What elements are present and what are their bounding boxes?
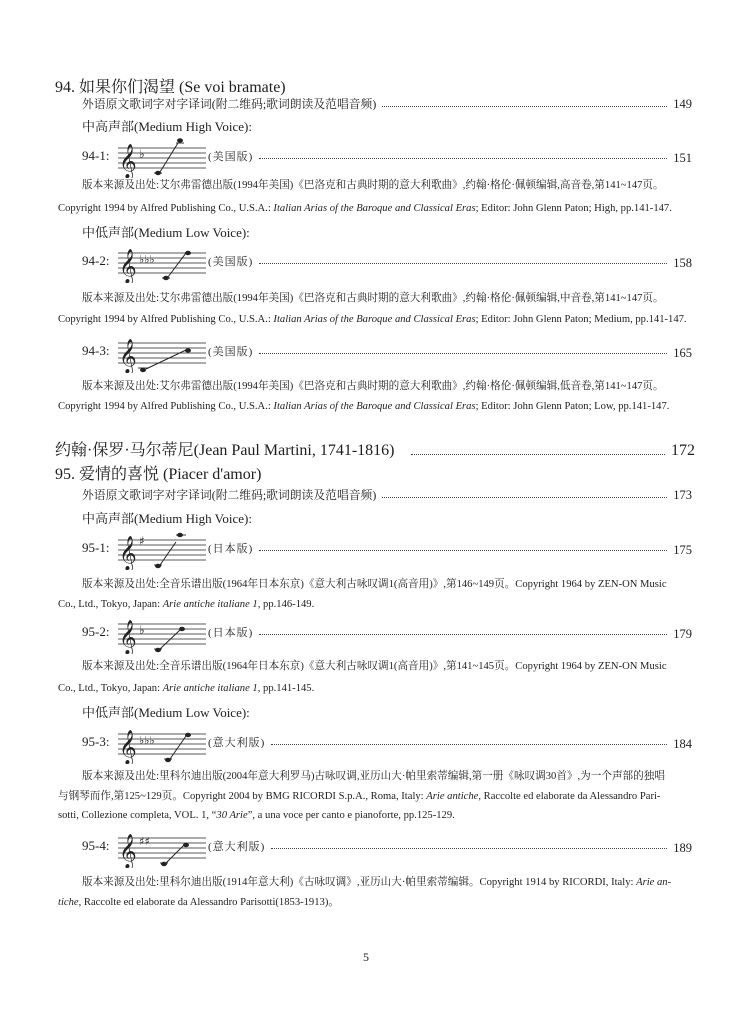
music-staff-icon [118, 243, 208, 283]
key-signature: ♭♭♭ [139, 253, 155, 266]
leader-dots [271, 848, 667, 849]
source-zh: 版本来源及出处:全音乐谱出版(1964年日本东京)《意大利古咏叹调1(高音用)》,第146~149页。Copyright 1964 by ZEN-ON Music [82, 579, 667, 590]
copyright-note-95-3-cont: sotti, Collezione completa, VOL. 1, “30 Arie”, a una voce per canto e pianoforte, pp.125-129. [58, 810, 455, 821]
copyright-note-94-1: Copyright 1994 by Alfred Publishing Co., U.S.A.: Italian Arias of the Baroque and Classical Eras; Editor: John Glenn Paton; High, pp.141-147. [58, 203, 672, 214]
leader-dots [382, 106, 667, 107]
music-staff-icon [118, 614, 208, 654]
entry-page: 173 [673, 488, 692, 502]
source-note-95-1 [82, 574, 702, 596]
entry-page: 149 [673, 97, 692, 111]
low-voice-heading-95: 中低声部(Medium Low Voice): [82, 705, 250, 720]
key-signature: ♯ [139, 534, 145, 548]
version-name: (意大利版) [208, 841, 266, 853]
leader-dots [259, 550, 667, 551]
composer-page: 172 [671, 442, 695, 459]
source-note-95-4: 版本来源及出处:里科尔迪出版(1914年意大利)《古咏叹调》,亚历山大·帕里索蒂编辑。Copyright 1914 by RICORDI, Italy: Arie an- [82, 877, 672, 888]
source-zh: 版本来源及出处:全音乐谱出版(1964年日本东京)《意大利古咏叹调1(高音用)》,第141~145页。Copyright 1964 by ZEN-ON Music [82, 661, 667, 672]
source-note-94-3 [82, 376, 702, 398]
key-signature: ♭♭♭ [139, 734, 155, 747]
svg-text:𝄞: 𝄞 [119, 620, 137, 654]
foreign-text-entry-95[interactable] [82, 486, 692, 503]
version-page: 158 [673, 256, 692, 270]
leader-dots [411, 454, 665, 455]
copyright-note-95-3: 与钢琴而作,第125~129页。Copyright 2004 by BMG RICORDI S.p.A., Roma, Italy: Arie antiche, Raccolte ed elaborate da Alessandro Pari- [58, 791, 661, 802]
version-number: 94-2: [82, 253, 110, 268]
version-number: 95-2: [82, 624, 110, 639]
svg-text:𝄞: 𝄞 [119, 249, 137, 283]
version-page: 175 [673, 543, 692, 557]
copyright-note-95-2: Co., Ltd., Tokyo, Japan: Arie antiche italiane 1, pp.141-145. [58, 683, 315, 694]
version-entry-94-2[interactable] [82, 243, 692, 283]
music-staff-icon [118, 530, 208, 570]
version-entry-95-2[interactable] [82, 614, 692, 654]
version-name: (意大利版) [208, 737, 266, 749]
svg-text:𝄞: 𝄞 [119, 339, 137, 373]
source-zh: 版本来源及出处:艾尔弗雷德出版(1994年美国)《巴洛克和古典时期的意大利歌曲》,约翰·格伦·佩顿编辑,低音卷,第141~147页。 [82, 381, 664, 392]
source-note-94-2 [82, 288, 702, 310]
source-note-95-2 [82, 656, 702, 678]
source-zh: 版本来源及出处:艾尔弗雷德出版(1994年美国)《巴洛克和古典时期的意大利歌曲》,约翰·格伦·佩顿编辑,高音卷,第141~147页。 [82, 180, 664, 191]
high-voice-heading-94: 中高声部(Medium High Voice): [82, 119, 252, 134]
version-name: (美国版) [208, 346, 254, 358]
entry-label: 外语原文歌词字对字译词(附二维码;歌词朗读及范唱音频) [82, 488, 377, 502]
leader-dots [259, 634, 667, 635]
copyright-note-95-1: Co., Ltd., Tokyo, Japan: Arie antiche italiane 1, pp.146-149. [58, 599, 315, 610]
music-staff-icon [118, 138, 208, 178]
version-entry-95-1[interactable] [82, 530, 692, 570]
version-number: 94-3: [82, 343, 110, 358]
version-name: (美国版) [208, 151, 254, 163]
copyright-note-95-4: tiche, Raccolte ed elaborate da Alessandro Parisotti(1853-1913)。 [58, 897, 339, 908]
version-entry-95-3[interactable] [82, 724, 692, 764]
key-signature: ♭ [139, 147, 145, 161]
version-page: 179 [673, 627, 692, 641]
svg-text:𝄞: 𝄞 [119, 730, 137, 764]
leader-dots [259, 263, 667, 264]
composer-entry[interactable] [55, 437, 695, 460]
version-page: 165 [673, 346, 692, 360]
music-staff-icon [118, 828, 208, 868]
leader-dots [382, 497, 667, 498]
key-signature: ♭ [139, 623, 145, 637]
version-name: (日本版) [208, 627, 254, 639]
source-zh: 版本来源及出处:里科尔迪出版(2004年意大利罗马)古咏叹调,亚历山大·帕里索蒂编辑,第一册《咏叹调30首》,为一个声部的独唱 [82, 771, 665, 782]
key-signature: ♯♯ [139, 835, 150, 848]
music-staff-icon [118, 333, 208, 373]
version-number: 95-4: [82, 838, 110, 853]
leader-dots [259, 158, 667, 159]
source-note-95-3 [82, 766, 702, 788]
high-voice-heading-95: 中高声部(Medium High Voice): [82, 511, 252, 526]
entry-label: 外语原文歌词字对字译词(附二维码;歌词朗读及范唱音频) [82, 97, 377, 111]
music-staff-icon [118, 724, 208, 764]
version-number: 95-3: [82, 734, 110, 749]
copyright-note-94-3: Copyright 1994 by Alfred Publishing Co., U.S.A.: Italian Arias of the Baroque and Classical Eras; Editor: John Glenn Paton; Low, pp.141-147. [58, 401, 670, 412]
version-entry-95-4[interactable] [82, 828, 692, 868]
source-note-94-1 [82, 175, 702, 197]
version-entry-94-3[interactable] [82, 333, 692, 373]
svg-text:𝄞: 𝄞 [119, 144, 137, 178]
version-name: (日本版) [208, 543, 254, 555]
source-zh: 版本来源及出处:艾尔弗雷德出版(1994年美国)《巴洛克和古典时期的意大利歌曲》,约翰·格伦·佩顿编辑,中音卷,第141~147页。 [82, 293, 664, 304]
leader-dots [259, 353, 667, 354]
svg-text:𝄞: 𝄞 [119, 536, 137, 570]
version-number: 95-1: [82, 540, 110, 555]
page-number: 5 [363, 950, 369, 964]
low-voice-heading-94: 中低声部(Medium Low Voice): [82, 225, 250, 240]
svg-text:𝄞: 𝄞 [119, 834, 137, 868]
foreign-text-entry-94[interactable] [82, 95, 692, 112]
copyright-note-94-2: Copyright 1994 by Alfred Publishing Co., U.S.A.: Italian Arias of the Baroque and Classical Eras; Editor: John Glenn Paton; Medium, pp.141-147. [58, 314, 687, 325]
version-page: 189 [673, 841, 692, 855]
composer-name: 约翰·保罗·马尔蒂尼(Jean Paul Martini, 1741-1816) [55, 442, 395, 459]
version-name: (美国版) [208, 256, 254, 268]
version-page: 151 [673, 151, 692, 165]
section-95-title: 95. 爱情的喜悦 (Piacer d'amor) [55, 466, 262, 483]
version-number: 94-1: [82, 148, 110, 163]
version-page: 184 [673, 737, 692, 751]
version-entry-94-1[interactable] [82, 138, 692, 178]
section-94-title: 94. 如果你们渴望 (Se voi bramate) [55, 79, 286, 96]
leader-dots [271, 744, 667, 745]
